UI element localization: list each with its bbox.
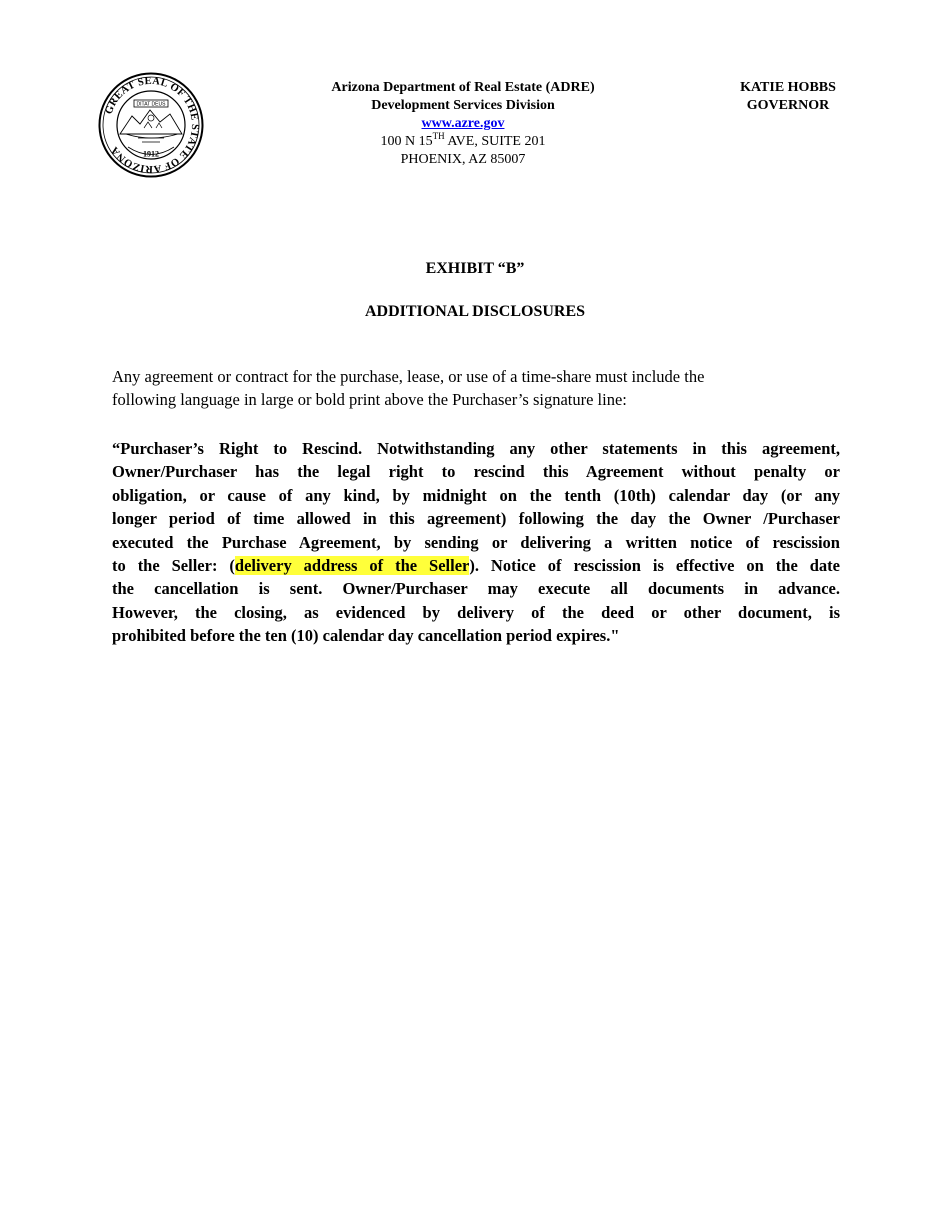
agency-city: PHOENIX, AZ 85007 bbox=[400, 152, 526, 167]
seller-address-placeholder: delivery address of the Seller bbox=[234, 556, 470, 576]
seal-motto: DITAT DEUS bbox=[136, 101, 166, 108]
rescission-line: executed the Purchase Agreement, by sending or delivering a written notice of rescission bbox=[112, 532, 840, 552]
intro-line: following language in large or bold print above the Purchaser’s signature line: bbox=[112, 390, 627, 409]
rescission-line: obligation, or cause of any kind, by midnight on the tenth (10th) calendar day (or any bbox=[112, 485, 840, 505]
exhibit-subtitle: ADDITIONAL DISCLOSURES bbox=[364, 303, 586, 320]
seal-ring-text: GREAT SEAL OF THE STATE OF ARIZONA bbox=[103, 75, 201, 175]
agency-name: Arizona Department of Real Estate (ADRE) bbox=[331, 80, 595, 95]
seal-year: 1912 bbox=[143, 149, 159, 159]
exhibit-title: EXHIBIT “B” bbox=[425, 260, 525, 277]
agency-address: 100 N 15TH AVE, SUITE 201 bbox=[380, 131, 546, 149]
rescission-line: However, the closing, as evidenced by delivery of the deed or other document, is bbox=[112, 602, 840, 622]
rescission-line: “Purchaser’s Right to Rescind. Notwithstanding any other statements in this agreement, bbox=[112, 439, 840, 458]
agency-website-link[interactable]: www.azre.gov bbox=[421, 116, 505, 131]
agency-division: Development Services Division bbox=[371, 98, 555, 113]
governor-block bbox=[718, 79, 858, 115]
governor-name: KATIE HOBBS bbox=[740, 80, 836, 95]
arizona-state-seal bbox=[98, 72, 204, 178]
rescission-line: longer period of time allowed in this agreement) following the day the Owner /Purchaser bbox=[112, 509, 840, 529]
rescission-line: the cancellation is sent. Owner/Purchaser may execute all documents in advance. bbox=[112, 579, 840, 599]
intro-line: Any agreement or contract for the purchase, lease, or use of a time-share must include the bbox=[112, 367, 705, 386]
rescission-line-seller-address: to the Seller: (delivery address of the Seller). Notice of rescission is effective on the date bbox=[112, 556, 840, 576]
intro-paragraph bbox=[112, 365, 812, 411]
governor-title: GOVERNOR bbox=[746, 98, 830, 113]
rescission-clause bbox=[112, 437, 840, 648]
rescission-line: Owner/Purchaser has the legal right to rescind this Agreement without penalty or bbox=[112, 462, 840, 482]
rescission-line: prohibited before the ten (10) calendar day cancellation period expires." bbox=[112, 626, 620, 646]
agency-header bbox=[300, 79, 626, 169]
